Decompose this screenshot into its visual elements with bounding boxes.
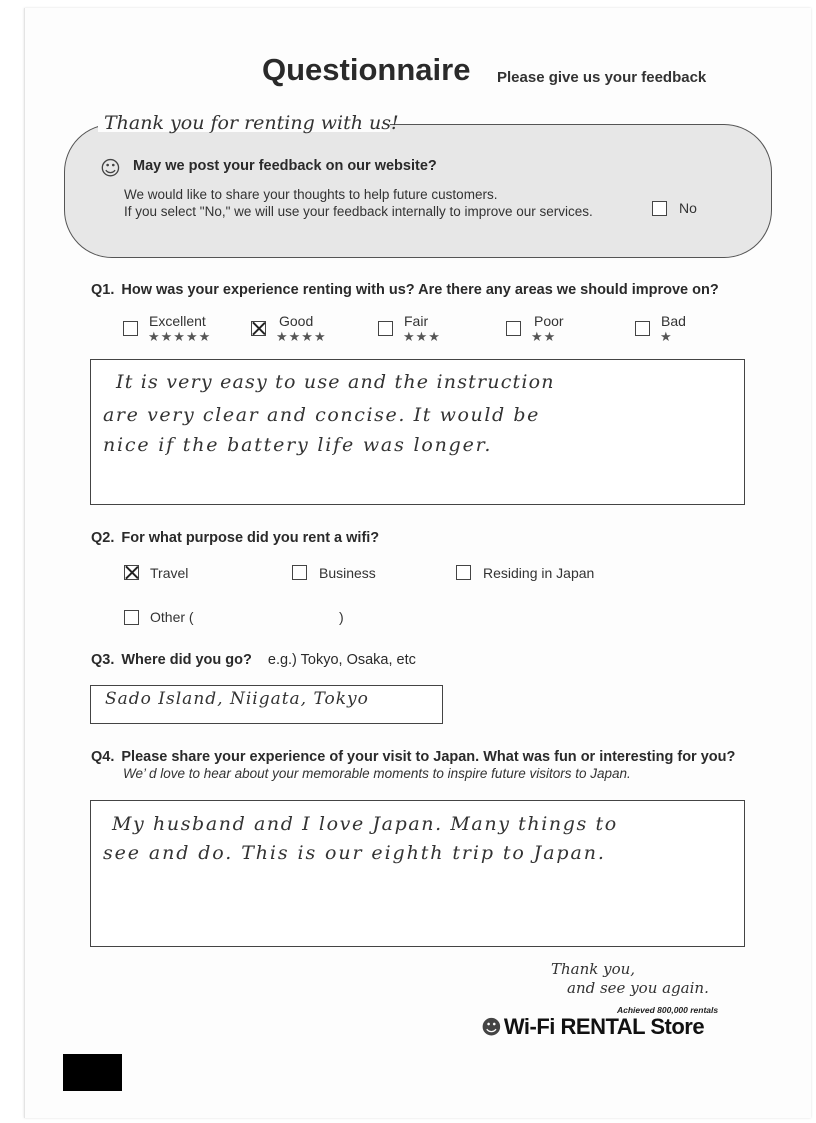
page-title: Questionnaire [262,52,471,87]
q2-travel-label: Travel [150,565,189,581]
q2-other-close-paren: ) [339,609,344,625]
q4-note: We’ d love to hear about your memorable moments to inspire future visitors to Japan. [123,766,631,781]
q1-excellent-label: Excellent [149,313,206,329]
q3-example: e.g.) Tokyo, Osaka, etc [267,652,416,668]
consent-question: May we post your feedback on our website? [133,158,437,174]
q3-question: Q3. Where did you go? e.g.) Tokyo, Osaka, etc [91,652,416,668]
q2-business-checkbox[interactable] [292,565,307,580]
q1-bad-checkbox[interactable] [635,321,650,336]
q2-other-label: Other ( [150,609,194,625]
mascot-icon: ☻ [481,1015,502,1039]
q2-travel-checkbox[interactable] [124,565,139,580]
q1-poor-checkbox[interactable] [506,321,521,336]
q1-answer-line3: nice if the battery life was longer. [103,434,493,456]
q1-fair-label: Fair [404,313,429,329]
q4-answer-line2: see and do. This is our eighth trip to Japan. [103,842,606,864]
consent-no-checkbox[interactable] [652,201,667,216]
closing-line2: and see you again. [567,979,709,997]
q1-fair-checkbox[interactable] [378,321,393,336]
q2-business-label: Business [319,565,376,581]
redaction-block [63,1054,122,1091]
q1-bad-label: Bad [661,313,686,329]
q2-residing-checkbox[interactable] [456,565,471,580]
logo-tagline: Achieved 800,000 rentals [617,1005,719,1015]
star-rating-5-icon: ★★★★★ [148,330,212,345]
mascot-icon: ☺ [100,156,121,180]
q2-residing-label: Residing in Japan [483,565,595,581]
brand-logo [481,1012,704,1042]
q1-excellent-checkbox[interactable] [123,321,138,336]
logo-text: Wi-Fi RENTAL Store [503,1014,705,1039]
consent-text-line2: If you select "No," we will use your feedback internally to improve our services. [124,204,593,219]
q2-other-checkbox[interactable] [124,610,139,625]
q1-good-checkbox[interactable] [251,321,266,336]
q3-answer: Sado Island, Niigata, Tokyo [105,689,369,709]
star-rating-1-icon: ★ [660,330,673,345]
q2-question: Q2. For what purpose did you rent a wifi? [91,530,380,546]
q4-question: Q4. Please share your experience of your visit to Japan. What was fun or interesting for you? [91,749,736,765]
consent-text-line1: We would like to share your thoughts to help future customers. [124,187,498,202]
star-rating-2-icon: ★★ [531,330,557,345]
consent-no-label: No [679,200,697,216]
star-rating-4-icon: ★★★★ [276,330,327,345]
q4-answer-line1: My husband and I love Japan. Many things to [112,813,618,835]
q1-answer-line1: It is very easy to use and the instruction [116,371,555,393]
q1-question: Q1. How was your experience renting with us? Are there any areas we should improve on? [91,282,719,298]
page-subtitle: Please give us your feedback [497,69,707,86]
star-rating-3-icon: ★★★ [403,330,441,345]
q1-good-label: Good [279,313,314,329]
greeting-handwritten: Thank you for renting with us! [104,112,399,134]
q1-poor-label: Poor [534,313,564,329]
q1-answer-line2: are very clear and concise. It would be [103,404,541,426]
closing-line1: Thank you, [551,960,636,978]
